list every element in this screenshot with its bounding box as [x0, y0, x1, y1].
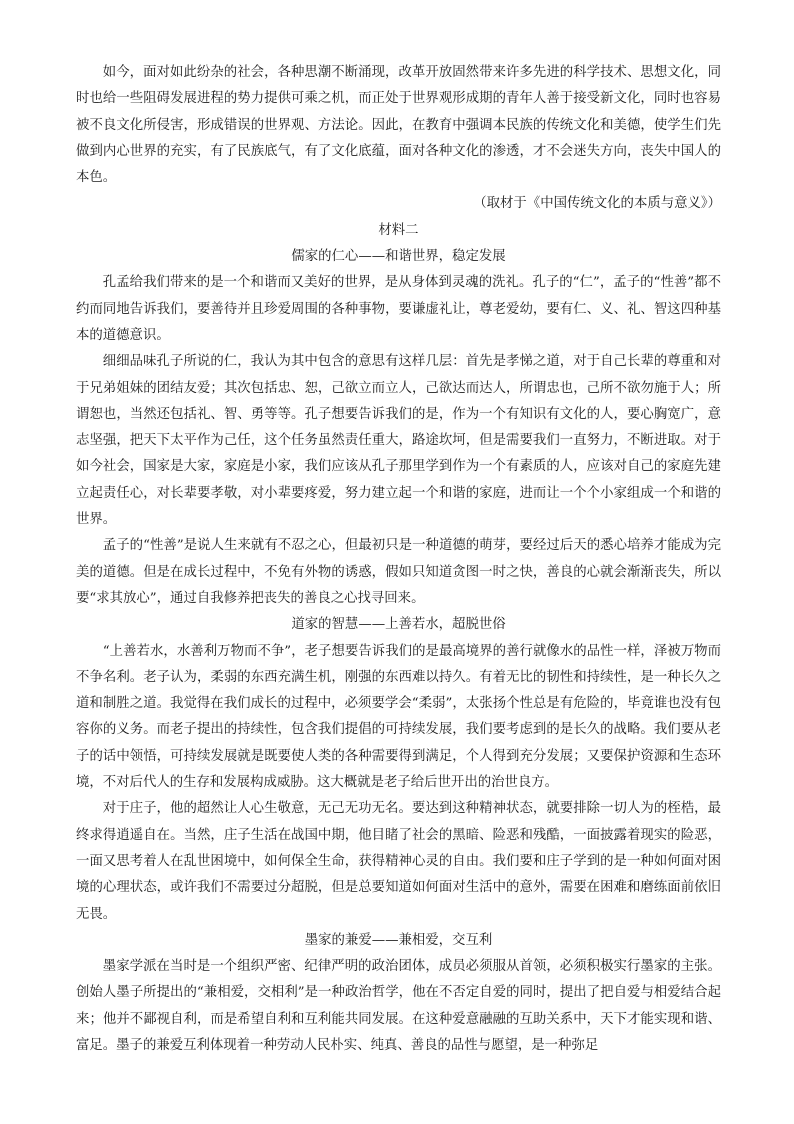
confucian-paragraph-1: 孔孟给我们带来的是一个和谐而又美好的世界，是从身体到灵魂的洗礼。孔子的“仁”，孟子的“性善”都不约而同地告诉我们，要善待并且珍爱周围的各种事物，要谦虚礼让，尊老爱幼，要有仁、义、礼、智这四种基本的道德意识。: [76, 275, 721, 343]
material-two-title: 材料二: [378, 222, 419, 238]
confucian-paragraph-2: 细细品味孔子所说的仁，我认为其中包含的意思有这样几层：首先是孝悌之道，对于自己长辈的尊重和对于兄弟姐妹的团结友爱；其次包括忠、恕，己欲立而立人，己欲达而达人，所谓忠也，己所不欲勿施于人；所谓恕也，当然还包括礼、智、勇等等。孔子想要告诉我们的是，作为一个有知识有文化的人，要心胸宽广，意志坚强，把天下太平作为己任，这个任务虽然责任重大，路途坎坷，但是需要我们一直努力，不断进取。对于如今社会，国家是大家，家庭是小家，我们应该从孔子那里学到作为一个有素质的人，应该对自己的家庭先建立起责任心，对长辈要孝敬，对小辈要疼爱，努力建立起一个和谐的家庭，进而让一个个小家组成一个和谐的世界。: [76, 354, 721, 528]
source-citation: （取材于《中国传统文化的本质与意义》）: [473, 196, 721, 212]
section-heading-confucian: 儒家的仁心——和谐世界，稳定发展: [291, 249, 506, 265]
confucian-paragraph-3: 孟子的“性善”是说人生来就有不忍之心，但最初只是一种道德的萌芽，要经过后天的悉心培养才能成为完美的道德。但是在成长过程中，不免有外物的诱惑，假如只知道贪图一时之快，善良的心就会渐渐丧失，所以要“求其放心”，通过自我修养把丧失的善良之心找寻回来。: [76, 538, 721, 606]
taoist-paragraph-2: 对于庄子，他的超然让人心生敬意，无己无功无名。要达到这种精神状态，就要排除一切人为的桎梏，最终求得逍遥自在。当然，庄子生活在战国中期，他目睹了社会的黑暗、险恶和残酷，一面披露着现实的险恶，一面又思考着人在乱世困境中，如何保全生命，获得精神心灵的自由。我们要和庄子学到的是一种如何面对困境的心理状态，或许我们不需要过分超脱，但是总要知道如何面对生活中的意外，需要在困难和磨练面前依旧无畏。: [76, 801, 721, 922]
mohist-paragraph-1: 墨家学派在当时是一个组织严密、纪律严明的政治团体，成员必须服从首领，必须积极实行墨家的主张。创始人墨子所提出的“兼相爱，交相利”是一种政治哲学，他在不否定自爱的同时，提出了把自爱与相爱结合起来；他并不鄙视自利，而是希望自利和互利能共同发展。在这种爱意融融的互助关系中，天下才能实现和谐、富足。墨子的兼爱互利体现着一种劳动人民朴实、纯真、善良的品性与愿望，是一种弥足: [76, 959, 721, 1053]
taoist-paragraph-1: “上善若水，水善利万物而不争”，老子想要告诉我们的是最高境界的善行就像水的品性一样，泽被万物而不争名利。老子认为，柔弱的东西充满生机，刚强的东西难以持久。有着无比的韧性和持续性，是一种长久之道和制胜之道。我觉得在我们成长的过程中，必须要学会“柔弱”，太张扬个性总是有危险的，毕竟谁也没有包容你的义务。而老子提出的持续性，包含我们提倡的可持续发展，我们要考虑到的是长久的战略。我们要从老子的话中领悟，可持续发展就是既要使人类的各种需要得到满足，个人得到充分发展；又要保护资源和生态环境，不对后代人的生存和发展构成威胁。这大概就是老子给后世开出的治世良方。: [76, 643, 721, 791]
intro-paragraph: 如今，面对如此纷杂的社会，各种思潮不断涌现，改革开放固然带来许多先进的科学技术、思想文化，同时也给一些阻碍发展进程的势力提供可乘之机，而正处于世界观形成期的青年人善于接受新文化，同时也容易被不良文化所侵害，形成错误的世界观、方法论。因此，在教育中强调本民族的传统文化和美德，使学生们先做到内心世界的充实，有了民族底气，有了文化底蕴，面对各种文化的渗透，才不会迷失方向，丧失中国人的本色。: [76, 65, 721, 186]
section-heading-mohist: 墨家的兼爱——兼相爱，交互利: [304, 932, 493, 948]
section-heading-taoist: 道家的智慧——上善若水，超脱世俗: [291, 617, 506, 633]
document-page: [76, 60, 721, 1059]
